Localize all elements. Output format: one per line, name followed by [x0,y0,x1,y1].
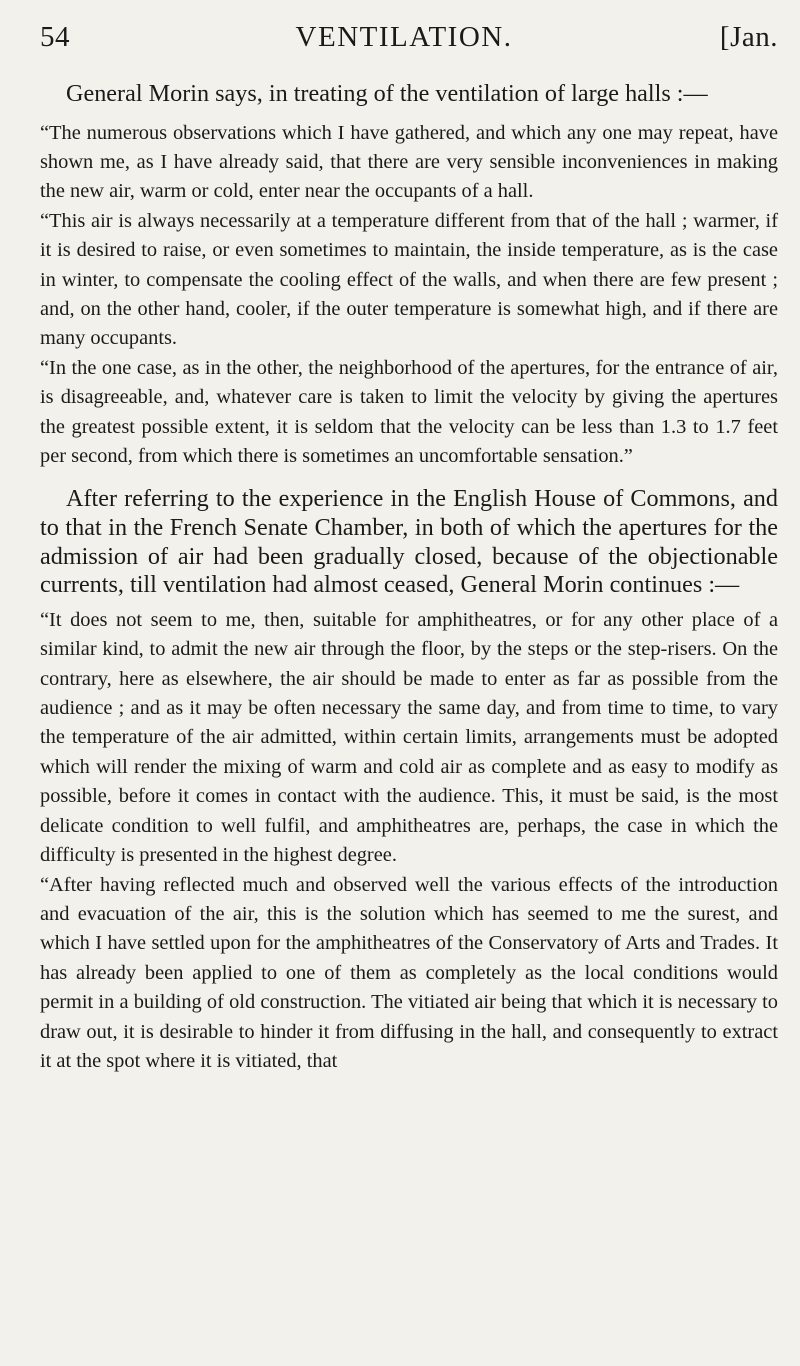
quote-paragraph-3 [40,354,778,472]
intro-paragraph-text: General Morin says, in treating of the ventilation of large halls :— [66,80,708,107]
running-month: [Jan. [719,21,778,53]
quote-paragraph-1 [40,119,778,207]
page-number: 54 [40,21,70,53]
running-title: VENTILATION. [295,21,513,53]
quote-paragraph-2 [40,207,778,354]
middle-paragraph-text: After referring to the experience in the English House of Commons, and to that in the French Senate Chamber, in both of which the apertures for the admission of air had been gradually closed, because of the objectionable currents, till ventilation had almost ceased, General Morin continues :— [40,485,778,599]
quotation-block-2 [40,606,778,1077]
quote-paragraph-2-text: “This air is always necessarily at a temperature different from that of the hall ; warmer, if it is desired to raise, or even sometimes to maintain, the inside temperature, as is the case in winter, to compensate the cooling effect of the walls, and when there are few present ; and, on the other hand, cooler, if the outer temperature is somewhat high, and if there are many occupants. [40,209,778,350]
middle-paragraph [40,485,778,599]
intro-paragraph [40,80,778,109]
quote-paragraph-3-text: “In the one case, as in the other, the neighborhood of the apertures, for the entrance of air, is disagreeable, and, whatever care is taken to limit the velocity by giving the apertures the greatest possible extent, it is seldom that the velocity can be less than 1.3 to 1.7 feet per second, from which there is sometimes an uncomfortable sensation.” [40,356,778,468]
quotation-block-1 [40,119,778,472]
quote-paragraph-5 [40,871,778,1077]
quote-paragraph-5-text: “After having reflected much and observed well the various effects of the introduction and evacuation of the air, this is the solution which has seemed to me the surest, and which I have settled upon for the amphitheatres of the Conservatory of Arts and Trades. It has already been applied to one of them as completely as the local conditions would permit in a building of old construction. The vitiated air being that which it is necessary to draw out, it is desirable to hinder it from diffusing in the hall, and consequently to extract it at the spot where it is vitiated, that [40,873,778,1072]
quote-paragraph-1-text: “The numerous observations which I have gathered, and which any one may repeat, have shown me, as I have already said, that there are very sensible inconveniences in making the new air, warm or cold, enter near the occupants of a hall. [40,121,778,203]
quote-paragraph-4 [40,606,778,871]
running-header [40,20,778,54]
middle-block [40,485,778,599]
quote-paragraph-4-text: “It does not seem to me, then, suitable for amphitheatres, or for any other place of a similar kind, to admit the new air through the floor, by the steps or the step-risers. On the contrary, here as elsewhere, the air should be made to enter as far as possible from the audience ; and as it may be often necessary the same day, and from time to time, to vary the temperature of the air admitted, within certain limits, arrangements must be adopted which will render the mixing of warm and cold air as complete and as easy to modify as possible, before it comes in contact with the audience. This, it must be said, is the most delicate condition to well fulfil, and amphitheatres are, perhaps, the case in which the difficulty is presented in the highest degree. [40,608,778,867]
